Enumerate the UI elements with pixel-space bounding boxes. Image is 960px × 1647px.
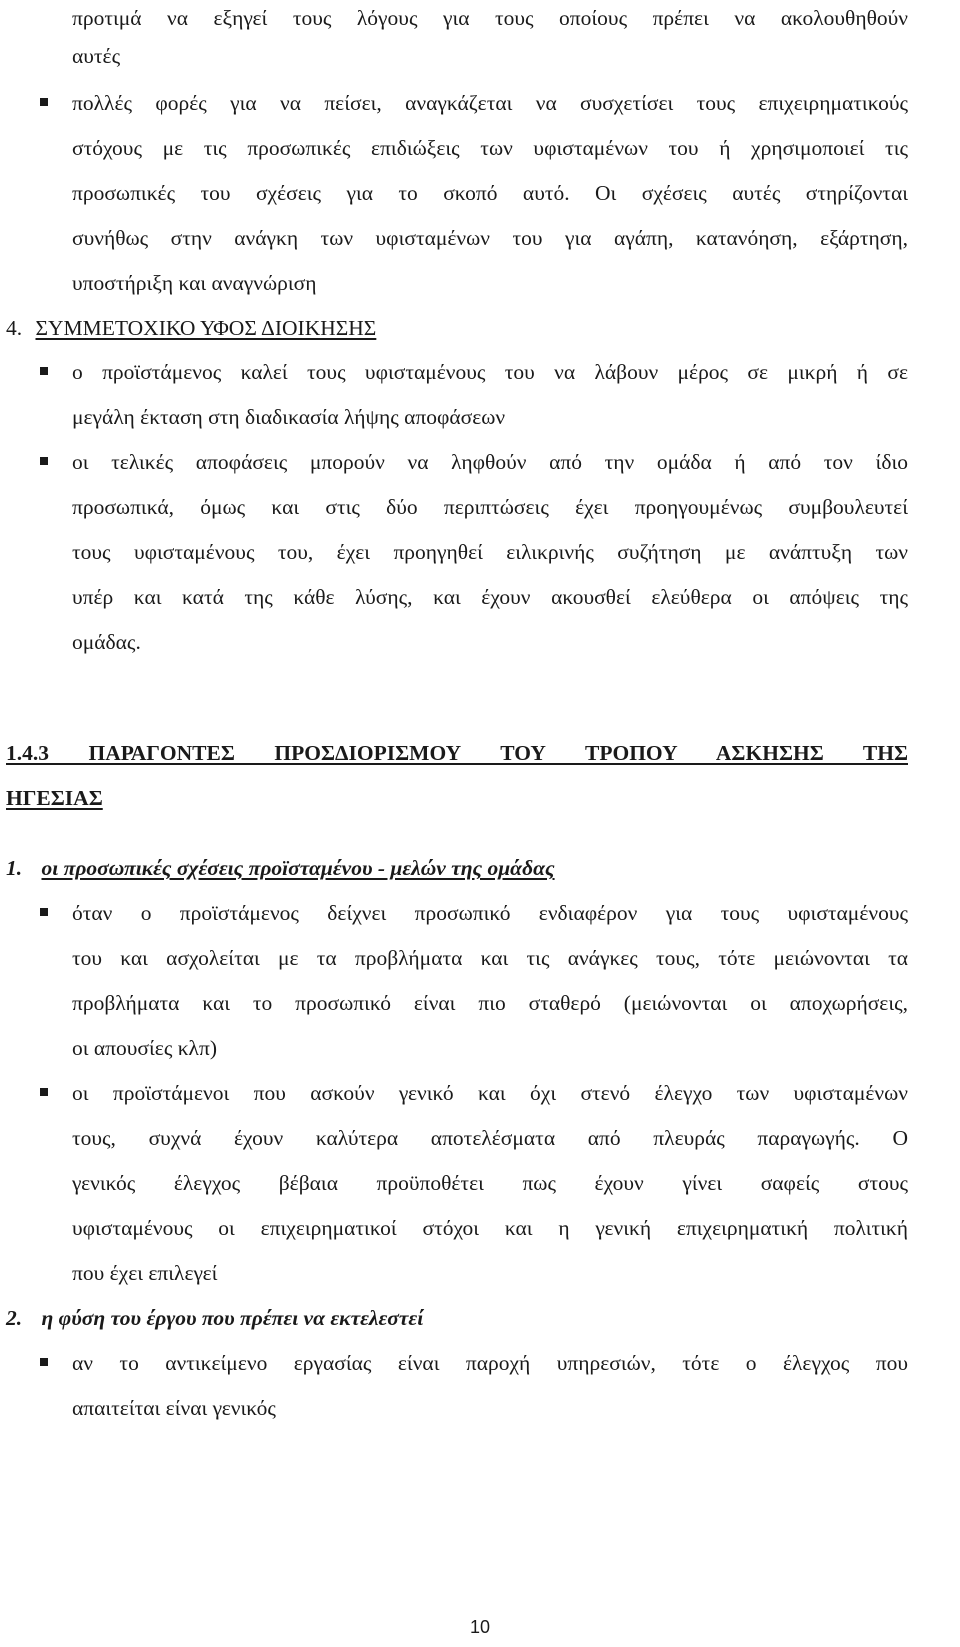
bullet-text-line: γενικός έλεγχος βέβαια προϋποθέτει πως έχουν γίνει σαφείς στους [72, 1171, 908, 1195]
bullet-text-line: τους υφισταμένους του, έχει προηγηθεί ειλικρινής συζήτηση με ανάπτυξη των [72, 540, 908, 564]
bullet-text-line: απαιτείται είναι γενικός [72, 1396, 276, 1420]
bullet-text-line: αν το αντικείμενο εργασίας είναι παροχή υπηρεσιών, τότε ο έλεγχος που [72, 1351, 908, 1375]
subsection-heading: 1.4.3 ΠΑΡΑΓΟΝΤΕΣ ΠΡΟΣΔΙΟΡΙΣΜΟΥ ΤΟΥ ΤΡΟΠΟΥ ΑΣΚΗΣΗΣ ΤΗΣ [6, 741, 908, 765]
bullet-text-line: στόχους με τις προσωπικές επιδιώξεις των υφισταμένων του ή χρησιμοποιεί τις [72, 136, 908, 160]
bullet-icon [40, 1358, 48, 1366]
numbered-item-heading [6, 1303, 423, 1333]
bullet-text-line: πολλές φορές για να πείσει, αναγκάζεται να συσχετίσει τους επιχειρηματικούς [72, 91, 908, 115]
section-heading [6, 313, 376, 343]
section-title: ΣΥΜΜΕΤΟΧΙΚΟ ΥΦΟΣ ΔΙΟΙΚΗΣΗΣ [35, 316, 377, 340]
page-number: 10 [469, 1617, 491, 1637]
bullet-icon [40, 457, 48, 465]
subsection-heading-continued: ΗΓΕΣΙΑΣ [6, 786, 103, 810]
bullet-text-line: ο προϊστάμενος καλεί τους υφισταμένους του να λάβουν μέρος σε μικρή ή σε [72, 360, 908, 384]
bullet-text-line: τους, συχνά έχουν καλύτερα αποτελέσματα από πλευράς παραγωγής. Ο [72, 1126, 908, 1150]
item-number: 2. [6, 1306, 23, 1330]
bullet-text-line: προβλήματα και το προσωπικό είναι πιο σταθερό (μειώνονται οι αποχωρήσεις, [72, 991, 908, 1015]
bullet-icon [40, 1088, 48, 1096]
item-title: οι προσωπικές σχέσεις προϊσταμένου - μελών της ομάδας [41, 856, 555, 880]
bullet-text-line: προσωπικές του σχέσεις για το σκοπό αυτό. Οι σχέσεις αυτές στηρίζονται [72, 181, 908, 205]
bullet-text-line: οι απουσίες κλπ) [72, 1036, 217, 1060]
bullet-text-line: οι προϊστάμενοι που ασκούν γενικό και όχι στενό έλεγχο των υφισταμένων [72, 1081, 908, 1105]
bullet-text-line: υποστήριξη και αναγνώριση [72, 271, 317, 295]
bullet-icon [40, 98, 48, 106]
item-title: η φύση του έργου που πρέπει να εκτελεστεί [41, 1306, 424, 1330]
bullet-text-line: μεγάλη έκταση στη διαδικασία λήψης αποφάσεων [72, 405, 506, 429]
paragraph-line: αυτές [72, 44, 121, 68]
bullet-text-line: προσωπικά, όμως και στις δύο περιπτώσεις έχει προηγουμένως συμβουλευτεί [72, 495, 908, 519]
bullet-icon [40, 908, 48, 916]
bullet-text-line: υπέρ και κατά της κάθε λύσης, και έχουν ακουσθεί ελεύθερα οι απόψεις της [72, 585, 908, 609]
numbered-item-heading [6, 853, 555, 883]
bullet-text-line: συνήθως στην ανάγκη των υφισταμένων του για αγάπη, κατανόηση, εξάρτηση, [72, 226, 908, 250]
bullet-text-line: όταν ο προϊστάμενος δείχνει προσωπικό ενδιαφέρον για τους υφισταμένους [72, 901, 908, 925]
bullet-icon [40, 367, 48, 375]
bullet-text-line: οι τελικές αποφάσεις μπορούν να ληφθούν από την ομάδα ή από τον ίδιο [72, 450, 908, 474]
section-number: 4. [6, 316, 23, 340]
bullet-text-line: που έχει επιλεγεί [72, 1261, 218, 1285]
bullet-text-line: υφισταμένους οι επιχειρηματικοί στόχοι και η γενική επιχειρηματική πολιτική [72, 1216, 908, 1240]
bullet-text-line: του και ασχολείται με τα προβλήματα και τις ανάγκες τους, τότε μειώνονται τα [72, 946, 908, 970]
bullet-text-line: ομάδας. [72, 630, 141, 654]
item-number: 1. [6, 856, 23, 880]
paragraph-line: προτιμά να εξηγεί τους λόγους για τους οποίους πρέπει να ακολουθηθούν [72, 6, 908, 30]
